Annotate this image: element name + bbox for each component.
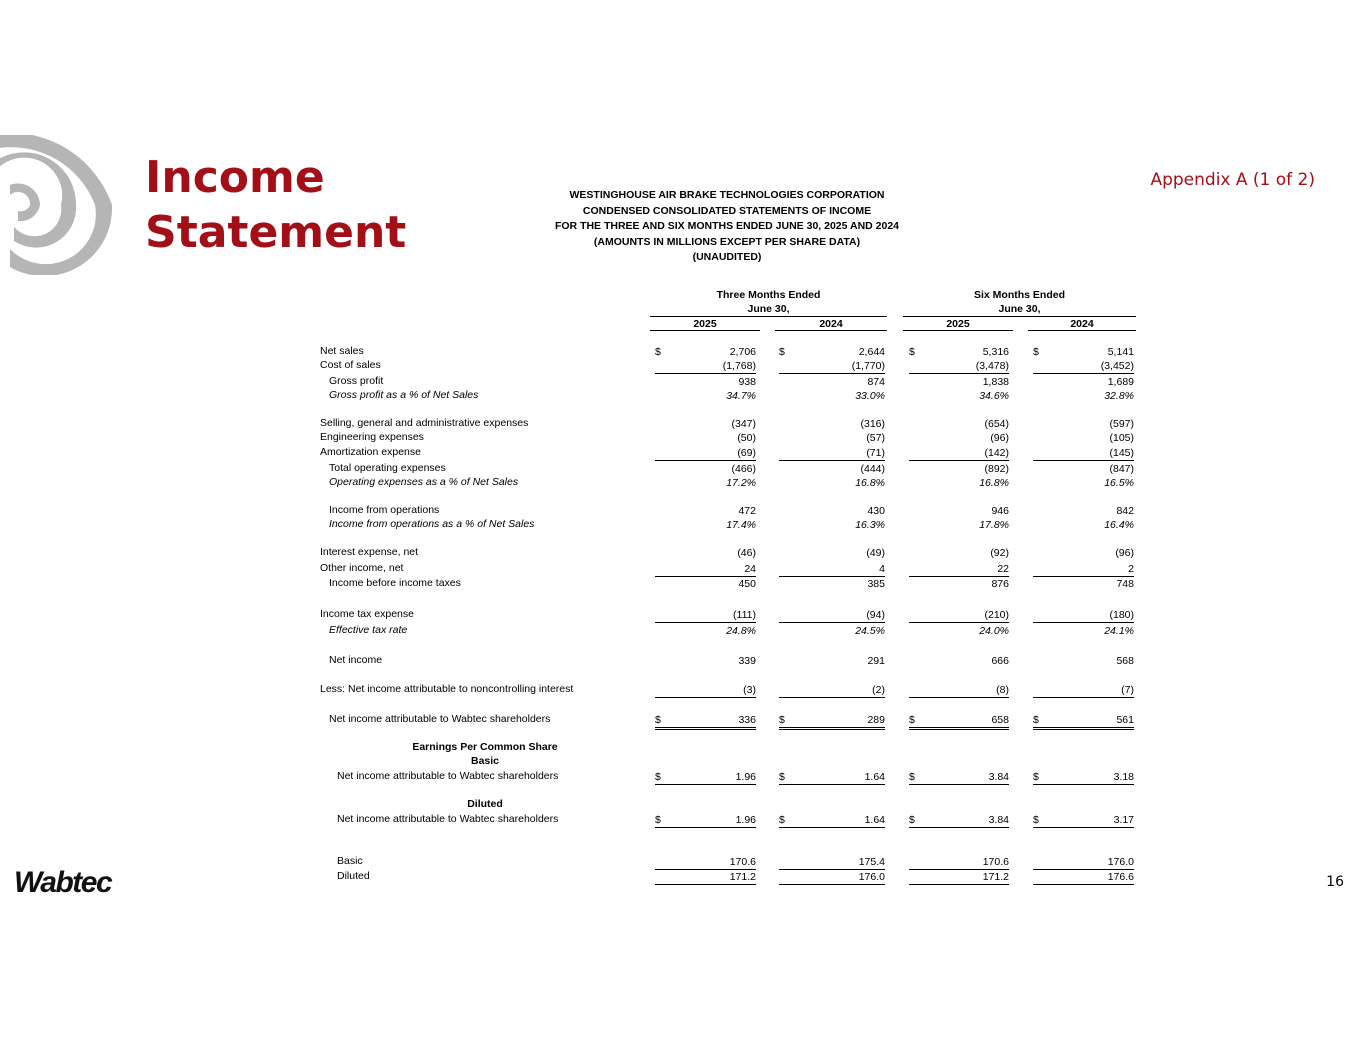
year-header: 2025 (693, 318, 717, 330)
value-cell (1033, 683, 1134, 698)
cell-value: 561 (1116, 714, 1134, 726)
value-cell (1033, 389, 1134, 403)
dollar-sign: $ (655, 814, 661, 826)
cell-value: 385 (867, 578, 885, 590)
value-cell (909, 476, 1009, 490)
value-cell (909, 713, 1009, 730)
cell-value: 16.8% (855, 477, 885, 489)
dollar-sign: $ (655, 714, 661, 726)
cell-value: 24 (744, 563, 756, 575)
value-cell (1033, 654, 1134, 668)
cell-value: 1.64 (864, 771, 885, 783)
row-label: Operating expenses as a % of Net Sales (329, 476, 519, 488)
page-number: 16 (1326, 874, 1344, 890)
row-label: Income tax expense (320, 608, 414, 620)
value-cell (655, 431, 756, 445)
row-label: Cost of sales (320, 359, 381, 371)
cell-value: 2,706 (729, 346, 756, 358)
dollar-sign: $ (655, 771, 661, 783)
cell-value: (347) (731, 418, 756, 430)
cell-value: (210) (984, 609, 1009, 621)
value-cell (779, 870, 885, 885)
row-label: Selling, general and administrative expenses (320, 417, 529, 429)
value-cell (909, 608, 1009, 623)
cell-value: 24.0% (979, 625, 1009, 637)
title-line-2: Statement (145, 207, 407, 258)
value-cell (1033, 770, 1134, 785)
dollar-sign: $ (1033, 771, 1039, 783)
value-cell (909, 562, 1009, 577)
cell-value: (57) (866, 432, 885, 444)
value-cell (1033, 608, 1134, 623)
cell-value: 336 (738, 714, 756, 726)
cell-value: (96) (1115, 547, 1134, 559)
value-cell (779, 624, 885, 638)
value-cell (655, 462, 756, 476)
value-cell (1033, 504, 1134, 518)
value-cell (1033, 855, 1134, 870)
value-cell (779, 504, 885, 518)
heading-period: FOR THE THREE AND SIX MONTHS ENDED JUNE 30, 2025 AND 2024 (554, 220, 900, 232)
value-cell (779, 654, 885, 668)
value-cell (1033, 870, 1134, 885)
cell-value: (50) (737, 432, 756, 444)
dollar-sign: $ (909, 714, 915, 726)
dollar-sign: $ (779, 714, 785, 726)
cell-value: (92) (990, 547, 1009, 559)
cell-value: (145) (1109, 447, 1134, 459)
cell-value: (3) (743, 684, 756, 696)
heading-unaudited: (UNAUDITED) (692, 251, 762, 263)
value-cell (655, 446, 756, 461)
cell-value: (3,452) (1100, 360, 1134, 372)
row-label: Earnings Per Common Share (412, 741, 558, 753)
value-cell (655, 518, 756, 532)
dollar-sign: $ (1033, 346, 1039, 358)
row-label: Net income attributable to Wabtec shareholders (337, 813, 559, 825)
value-cell (779, 855, 885, 870)
cell-value: 430 (867, 505, 885, 517)
cell-value: (94) (866, 609, 885, 621)
cell-value: 450 (738, 578, 756, 590)
cell-value: (71) (866, 447, 885, 459)
value-cell (1033, 577, 1134, 591)
cell-value: 339 (738, 655, 756, 667)
page-title (145, 150, 406, 260)
cell-value: 5,316 (982, 346, 1009, 358)
value-cell (909, 431, 1009, 445)
cell-value: 17.2% (726, 477, 756, 489)
value-cell (909, 577, 1009, 591)
value-cell (909, 770, 1009, 785)
value-cell (1033, 518, 1134, 532)
value-cell (779, 446, 885, 461)
value-cell (779, 476, 885, 490)
cell-value: (466) (731, 463, 756, 475)
cell-value: (2) (872, 684, 885, 696)
header-rule (650, 316, 887, 317)
cell-value: 748 (1116, 578, 1134, 590)
value-cell (655, 359, 756, 374)
value-cell (909, 546, 1009, 560)
cell-value: 16.8% (979, 477, 1009, 489)
row-label: Net income attributable to Wabtec shareholders (337, 770, 559, 782)
value-cell (655, 389, 756, 403)
value-cell (655, 504, 756, 518)
cell-value: (597) (1109, 418, 1134, 430)
cell-value: 658 (991, 714, 1009, 726)
cell-value: (316) (860, 418, 885, 430)
wabtec-logo: Wabtec (14, 866, 112, 899)
dollar-sign: $ (779, 814, 785, 826)
cell-value: 176.6 (1107, 871, 1134, 883)
row-label: Gross profit (329, 375, 384, 387)
value-cell (655, 375, 756, 389)
cell-value: (46) (737, 547, 756, 559)
row-label: Income from operations (329, 504, 440, 516)
value-cell (655, 577, 756, 591)
cell-value: 5,141 (1107, 346, 1134, 358)
value-cell (1033, 562, 1134, 577)
cell-value: (8) (996, 684, 1009, 696)
value-cell (779, 713, 885, 730)
value-cell (779, 359, 885, 374)
value-cell (779, 345, 885, 359)
dollar-sign: $ (909, 814, 915, 826)
value-cell (779, 431, 885, 445)
value-cell (909, 624, 1009, 638)
value-cell (655, 562, 756, 577)
value-cell (909, 504, 1009, 518)
cell-value: 17.4% (726, 519, 756, 531)
value-cell (1033, 375, 1134, 389)
value-cell (909, 870, 1009, 885)
value-cell (655, 683, 756, 698)
cell-value: (654) (984, 418, 1009, 430)
value-cell (655, 624, 756, 638)
year-header: 2024 (1070, 318, 1094, 330)
cell-value: 34.7% (726, 390, 756, 402)
three-months-date: June 30, (747, 303, 790, 315)
value-cell (655, 813, 756, 828)
cell-value: 24.1% (1104, 625, 1134, 637)
value-cell (779, 375, 885, 389)
cell-value: 1.64 (864, 814, 885, 826)
row-label: Diluted (467, 798, 503, 810)
value-cell (779, 518, 885, 532)
value-cell (909, 855, 1009, 870)
cell-value: 175.4 (858, 856, 885, 868)
value-cell (655, 654, 756, 668)
cell-value: 3.84 (988, 814, 1009, 826)
value-cell (655, 870, 756, 885)
cell-value: 1,838 (982, 376, 1009, 388)
cell-value: (49) (866, 547, 885, 559)
year-rule (775, 330, 887, 331)
value-cell (1033, 476, 1134, 490)
row-label: Diluted (337, 870, 370, 882)
cell-value: (3,478) (975, 360, 1009, 372)
value-cell (909, 345, 1009, 359)
row-label: Income from operations as a % of Net Sales (329, 518, 535, 530)
value-cell (909, 389, 1009, 403)
row-label: Basic (470, 755, 500, 767)
row-label: Net sales (320, 345, 364, 357)
value-cell (909, 683, 1009, 698)
value-cell (1033, 813, 1134, 828)
heading-units: (AMOUNTS IN MILLIONS EXCEPT PER SHARE DATA) (593, 235, 861, 248)
year-rule (650, 330, 760, 331)
cell-value: 3.84 (988, 771, 1009, 783)
value-cell (909, 462, 1009, 476)
cell-value: 24.8% (726, 625, 756, 637)
cell-value: (96) (990, 432, 1009, 444)
cell-value: 171.2 (729, 871, 756, 883)
dollar-sign: $ (1033, 714, 1039, 726)
year-rule (903, 330, 1013, 331)
cell-value: 176.0 (1107, 856, 1134, 868)
value-cell (1033, 359, 1134, 374)
value-cell (909, 518, 1009, 532)
cell-value: 2,644 (858, 346, 885, 358)
row-label: Total operating expenses (329, 462, 446, 474)
value-cell (655, 476, 756, 490)
cell-value: 176.0 (858, 871, 885, 883)
row-label: Net income attributable to Wabtec shareholders (329, 713, 551, 725)
value-cell (1033, 417, 1134, 431)
cell-value: 1.96 (735, 814, 756, 826)
value-cell (1033, 546, 1134, 560)
cell-value: (847) (1109, 463, 1134, 475)
cell-value: (111) (733, 609, 756, 621)
appendix-label: Appendix A (1 of 2) (1150, 170, 1315, 190)
value-cell (779, 683, 885, 698)
cell-value: 16.5% (1104, 477, 1134, 489)
cell-value: 1,689 (1107, 376, 1134, 388)
value-cell (779, 562, 885, 577)
cell-value: 171.2 (982, 871, 1009, 883)
cell-value: (7) (1121, 684, 1134, 696)
cell-value: 472 (738, 505, 756, 517)
year-header: 2025 (946, 318, 970, 330)
row-label: Less: Net income attributable to noncontrolling interest (320, 683, 574, 695)
cell-value: 3.18 (1113, 771, 1134, 783)
cell-value: (1,768) (722, 360, 756, 372)
row-label: Net income (329, 654, 383, 666)
value-cell (655, 345, 756, 359)
value-cell (909, 359, 1009, 374)
value-cell (909, 654, 1009, 668)
value-cell (1033, 624, 1134, 638)
cell-value: 33.0% (855, 390, 885, 402)
cell-value: 666 (991, 655, 1009, 667)
cell-value: (892) (984, 463, 1009, 475)
cell-value: 22 (997, 563, 1009, 575)
value-cell (655, 546, 756, 560)
cell-value: (444) (860, 463, 885, 475)
cell-value: 946 (991, 505, 1009, 517)
row-label: Engineering expenses (320, 431, 424, 443)
value-cell (655, 855, 756, 870)
dollar-sign: $ (909, 771, 915, 783)
six-months-date: June 30, (998, 303, 1041, 315)
statement-heading (527, 188, 927, 266)
dollar-sign: $ (1033, 814, 1039, 826)
value-cell (1033, 713, 1134, 730)
row-label: Interest expense, net (320, 546, 419, 558)
year-rule (1028, 330, 1136, 331)
cell-value: 16.3% (855, 519, 885, 531)
header-rule (903, 316, 1136, 317)
title-line-1: Income (145, 152, 325, 203)
value-cell (655, 770, 756, 785)
value-cell (779, 462, 885, 476)
row-label: Gross profit as a % of Net Sales (329, 389, 479, 401)
value-cell (909, 446, 1009, 461)
cell-value: 289 (867, 714, 885, 726)
value-cell (1033, 446, 1134, 461)
value-cell (655, 417, 756, 431)
cell-value: 34.6% (979, 390, 1009, 402)
value-cell (779, 813, 885, 828)
wabtec-arc-emblem (0, 135, 120, 275)
value-cell (779, 546, 885, 560)
row-label: Income before income taxes (329, 577, 461, 589)
cell-value: 1.96 (735, 771, 756, 783)
cell-value: 568 (1116, 655, 1134, 667)
cell-value: 874 (867, 376, 885, 388)
cell-value: 16.4% (1104, 519, 1134, 531)
dollar-sign: $ (655, 346, 661, 358)
value-cell (909, 417, 1009, 431)
three-months-header: Three Months Ended (716, 289, 821, 301)
cell-value: (69) (737, 447, 756, 459)
cell-value: 2 (1128, 563, 1134, 575)
cell-value: 876 (991, 578, 1009, 590)
dollar-sign: $ (909, 346, 915, 358)
cell-value: 24.5% (855, 625, 885, 637)
cell-value: 842 (1116, 505, 1134, 517)
cell-value: (1,770) (851, 360, 885, 372)
dollar-sign: $ (779, 771, 785, 783)
row-label: Basic (337, 855, 363, 867)
value-cell (909, 375, 1009, 389)
cell-value: 17.8% (979, 519, 1009, 531)
heading-statement: CONDENSED CONSOLIDATED STATEMENTS OF INCOME (582, 204, 872, 217)
value-cell (1033, 345, 1134, 359)
value-cell (779, 608, 885, 623)
cell-value: 291 (867, 655, 885, 667)
value-cell (779, 417, 885, 431)
heading-company: WESTINGHOUSE AIR BRAKE TECHNOLOGIES CORPORATION (569, 189, 885, 201)
cell-value: 938 (738, 376, 756, 388)
cell-value: (105) (1109, 432, 1134, 444)
row-label: Amortization expense (320, 446, 421, 458)
value-cell (1033, 462, 1134, 476)
dollar-sign: $ (779, 346, 785, 358)
value-cell (655, 713, 756, 730)
row-label: Effective tax rate (329, 624, 408, 636)
value-cell (655, 608, 756, 623)
cell-value: (142) (984, 447, 1009, 459)
cell-value: 32.8% (1104, 390, 1134, 402)
six-months-header: Six Months Ended (973, 289, 1065, 301)
cell-value: 170.6 (729, 856, 756, 868)
cell-value: 4 (879, 563, 885, 575)
value-cell (1033, 431, 1134, 445)
cell-value: 3.17 (1113, 814, 1134, 826)
cell-value: 170.6 (982, 856, 1009, 868)
cell-value: (180) (1109, 609, 1134, 621)
value-cell (909, 813, 1009, 828)
value-cell (779, 389, 885, 403)
value-cell (779, 577, 885, 591)
year-header: 2024 (819, 318, 843, 330)
value-cell (779, 770, 885, 785)
row-label: Other income, net (320, 562, 404, 574)
